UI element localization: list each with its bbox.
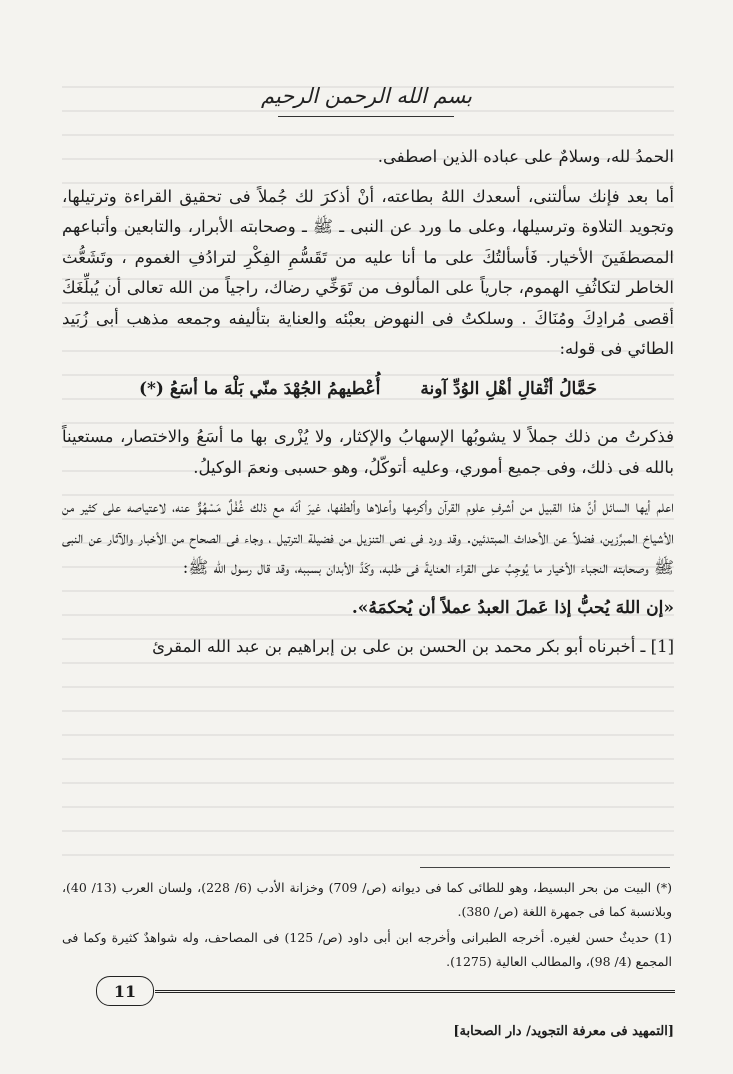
running-title: [التمهيد فى معرفة التجويد/ دار الصحابة]: [453, 1024, 674, 1039]
main-text: [62, 142, 674, 672]
paragraph-know: اعلم أيها السائل أنَّ هذا القبيل من أشرفِ علوم القرآن وأكرمها وأعلاها وألطفها، غيرَ أنّه مع ذلك غُفْلٌ مَسْهُوٌّ عنه، لاعتياصه على كثير من الأشياخ المبرِّزين، فضلاً عن الأحداث المبتدئين. وقد ورد فى نص التنزيل من فضيلة الترتيل ، وجاء فى الصحاح من الأخبار والآثار عن النبى ﷺ وصحابته النجباء الأخيار ما يُوجِبُ على القراء العنايةَ فى طلبه، وكَدَّ الأبدان بسببه، وقد قال رسول الله ﷺ:: [62, 497, 674, 577]
basmala-underline: [278, 116, 454, 117]
footnote-separator: [420, 867, 670, 868]
paragraph-summary: فذكرتُ من ذلك جملاً لا يشوبُها الإسهابُ والإكثار، ولا يُزْرى بها ما أسَعُ والاختصار، مستعيناً بالله فى ذلك، وفى جميع أموري، وعليه أتوكّلُ، وهو حسبى ونعمَ الوكيلُ.: [62, 427, 674, 477]
intro-paragraph: أما بعد فإنك سألتنى، أسعدك اللهُ بطاعته، أنْ أذكرَ لك جُملاً فى تحقيق القراءة وترتيلها، وتجويد التلاوة وترسيلها، وعلى ما ورد عن النبى ـ ﷺ ـ وصحابته الأبرار، والتابعين وأتباعهم المصطفَينَ الأخيار. فَأسألتُكَ على ما أنا عليه من تَقَسُّمِ الفِكْرِ لترادُفِ الغموم ، وتَشَعُّث الخاطر لتكاثُفِ الهموم، جارياً على المألوف من تَوَخِّي رضاك، راجياً من الله تعالى أن يُبلِّغَكَ أقصى مُرادِكَ ومُنَاكَ . وسلكتُ فى النهوض بعبْئه والعناية بتأليفه وجمعه مذهب أبى زُبَيد الطائي فى قوله:: [62, 186, 674, 358]
chain-reference: [1] ـ أخبرناه أبو بكر محمد بن الحسن بن على بن إبراهيم بن عبد الله المقرئ: [152, 637, 674, 656]
poem-verse: [62, 374, 674, 405]
page-number: 11: [113, 981, 137, 1001]
poem-hemistich-first: حَمَّالُ أثْقالِ أهْلِ الوُدِّ آونة: [420, 378, 598, 399]
page-number-badge: [96, 976, 154, 1006]
opening-line: الحمدُ لله، وسلامٌ على عباده الذين اصطفى.: [377, 147, 674, 166]
poem-hemistich-second: أُعْطيهمُ الجُهْدَ منّي بَلْهَ ما أسَعُ (*): [138, 378, 381, 399]
footnote-item: (1) حديثٌ حسن لغيره. أخرجه الطبرانى وأخرجه ابن أبى داود (ص/ 125) فى المصاحف، وله شواهدٌ كثيرة وكما فى المجمع (4/ 98)، والمطالب العالية (1275).: [62, 930, 672, 969]
footer-rule: [155, 990, 675, 993]
footnote-item: (*) البيت من بحر البسيط، وهو للطائى كما فى ديوانه (ص/ 709) وخزانة الأدب (6/ 228)، ولسان العرب (13/ 40)، وبلانسبة كما فى جمهرة اللغة (ص/ 380).: [62, 880, 673, 919]
hadith-quote: «إن اللهَ يُحبُّ إذا عَملَ العبدُ عملاً أن يُحكمَهُ».: [351, 597, 674, 618]
footnotes: [62, 876, 672, 976]
basmala-heading: بسم الله الرحمن الرحيم: [260, 84, 473, 108]
